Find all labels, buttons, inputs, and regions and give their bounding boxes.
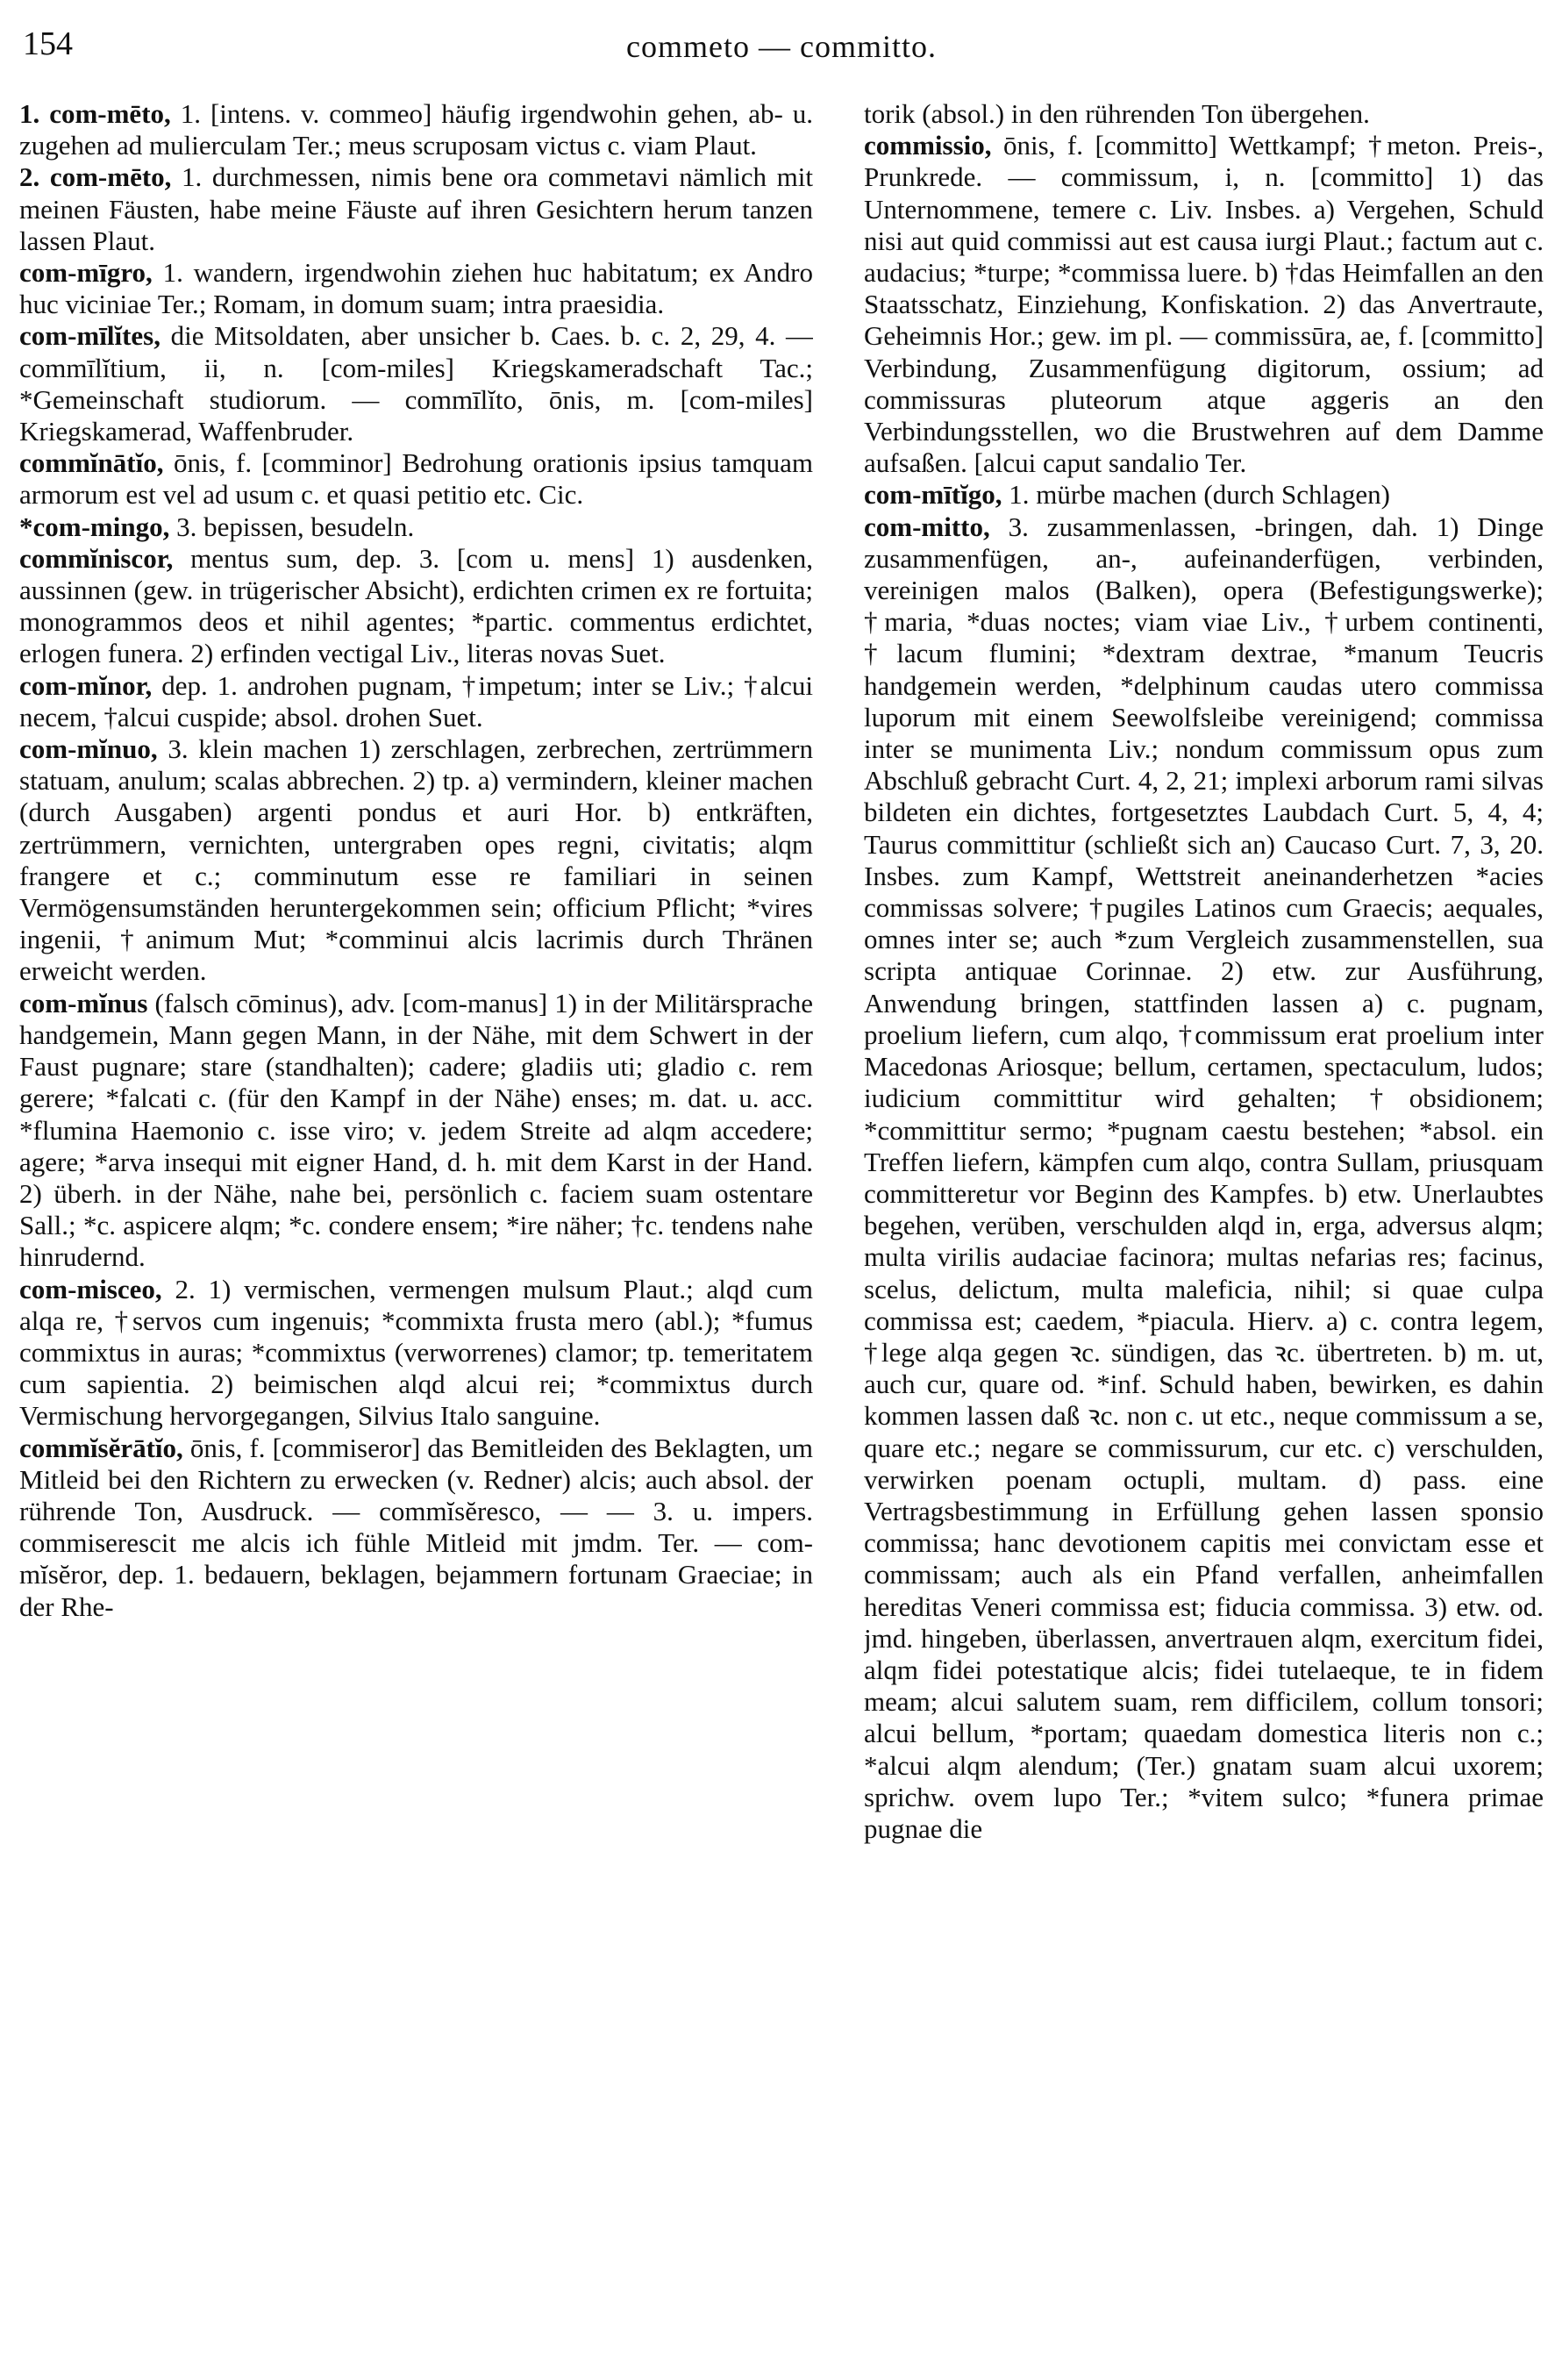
headword: com-mīlĭtes, bbox=[19, 320, 160, 352]
entry-definition: 1. [intens. v. commeo] häufig irgendwohin gehen, ab- u. zugehen ad mulierculam Ter.; meus scruposam victus c. viam Plaut. bbox=[19, 98, 813, 161]
headword: commissio, bbox=[864, 130, 992, 161]
entry-definition: 2. 1) vermischen, vermengen mulsum Plaut.; alqd cum alqa re, †servos cum ingenuis; *commixta frusta mero (abl.); *fumus commixtus in auras; *commixtus (verworrenes) clamor; tp. temeritatem cum sapientia. 2) beimischen alqd alcui rei; *commixtus durch Vermischung hervorgegangen, Silvius Italo sanguine. bbox=[19, 1273, 813, 1432]
headword: *com-mingo, bbox=[19, 511, 170, 542]
entry-definition: (falsch cōminus), adv. [com-manus] 1) in der Militärsprache handgemein, Mann gegen Mann, in der Nähe, mit dem Schwert in der Faust pugnare; stare (standhalten); cadere; gladiis uti; gladio c. rem gerere; *falcati c. (für den Kampf in der Nähe) enses; m. dat. u. acc. *flumina Haemonio c. isse viro; v. jedem Streite ad alqm accedere; agere; *arva insequi mit eigner Hand, d. h. mit dem Karst in der Hand. 2) überh. in der Nähe, nahe bei, persönlich c. faciem suam ostentare Sall.; *c. aspicere alqm; *c. condere ensem; *ire näher; †c. tendens nahe hinrudernd. bbox=[19, 987, 813, 1273]
entry-definition: 1. mürbe machen (durch Schlagen) bbox=[1002, 479, 1390, 511]
dictionary-entry bbox=[19, 733, 813, 988]
entry-definition: dep. 1. androhen pugnam, †impetum; inter se Liv.; †alcui necem, †alcui cuspide; absol. drohen Suet. bbox=[19, 669, 813, 733]
headword: com-misceo, bbox=[19, 1273, 162, 1304]
dictionary-entry bbox=[19, 543, 813, 670]
entry-definition: 1. wandern, irgendwohin ziehen huc habitatum; ex Andro huc viciniae Ter.; Romam, in domum suam; intra praesidia. bbox=[19, 257, 813, 320]
headword: commĭnātĭo, bbox=[19, 447, 164, 479]
dictionary-entry bbox=[19, 511, 813, 543]
dictionary-entry bbox=[19, 1433, 813, 1623]
running-title: commeto — committo. bbox=[626, 29, 937, 64]
headword: com-mĭnor, bbox=[19, 669, 153, 701]
entry-definition: die Mitsoldaten, aber unsicher b. Caes. b. c. 2, 29, 4. — commīlĭtium, ii, n. [com-miles] Kriegskameradschaft Tac.; *Gemeinschaft studiorum. — commīlĭto, ōnis, m. [com-miles] Kriegskamerad, Waffenbruder. bbox=[19, 320, 813, 447]
dictionary-entry bbox=[19, 670, 813, 733]
dictionary-entry bbox=[19, 988, 813, 1274]
headword: com-mītĭgo, bbox=[864, 479, 1002, 511]
entry-definition: ōnis, f. [commiseror] das Bemitleiden des Beklagten, um Mitleid bei den Richtern zu erwecken (v. Redner) alcis; auch absol. der rührende Ton, Ausdruck. — commĭsĕresco, — — 3. u. impers. commiserescit me alcis ich fühle Mitleid mit jmdm. Ter. — com-mĭsĕror, dep. 1. bedauern, beklagen, bejammern fortunam Graeciae; in der Rhe- bbox=[19, 1432, 813, 1622]
headword: commĭniscor, bbox=[19, 542, 174, 574]
right-column bbox=[864, 98, 1544, 2370]
page-header bbox=[23, 25, 1540, 77]
headword: com-mitto, bbox=[864, 511, 990, 542]
entry-definition: torik (absol.) in den rührenden Ton übergehen. bbox=[864, 98, 1370, 129]
entry-definition: ōnis, f. [comminor] Bedrohung orationis ipsius tamquam armorum est vel ad usum c. et quasi petitio etc. Cic. bbox=[19, 447, 813, 511]
headword: com-mĭnus bbox=[19, 987, 148, 1018]
dictionary-entry bbox=[19, 257, 813, 320]
entry-definition: ōnis, f. [committo] Wettkampf; †meton. Preis-, Prunkrede. — commissum, i, n. [committo] 1) das Unternommene, temere c. Liv. Insbes. a) Vergehen, Schuld nisi aut quid commissi aut est causa iurgi Plaut.; factum aut c. audacius; *turpe; *commissa luere. b) †das Heimfallen an den Staatsschatz, Einziehung, Konfiskation. 2) das Anvertraute, Geheimnis Hor.; gew. im pl. — commissūra, ae, f. [committo] Verbindung, Zusammenfügung digitorum, ossium; ad commissuras pluteorum atque aggeris an den Verbindungsstellen, wo die Brustwehren auf dem Damme aufsaßen. [alcui caput sandalio Ter. bbox=[864, 130, 1544, 479]
dictionary-entry bbox=[864, 130, 1544, 479]
dictionary-entry bbox=[864, 511, 1544, 1846]
page-number: 154 bbox=[23, 25, 73, 62]
dictionary-entry bbox=[19, 320, 813, 447]
entry-definition: 3. klein machen 1) zerschlagen, zerbrechen, zertrümmern statuam, anulum; scalas abbrechen. 2) tp. a) vermindern, kleiner machen (durch Ausgaben) argenti pondus et auri Hor. b) entkräften, zertrümmern, vernichten, untergraben opes regni, civitatis; alqm frangere et c.; comminutum esse re familiari in seinen Vermögensumständen heruntergekommen sein; officium Pflicht; *vires ingenii, †animum Mut; *comminui alcis lacrimis durch Thränen erweicht werden. bbox=[19, 733, 813, 987]
headword: com-mĭnuo, bbox=[19, 733, 158, 765]
dictionary-entry bbox=[19, 447, 813, 511]
entry-definition: 3. zusammenlassen, -bringen, dah. 1) Dinge zusammenfügen, an-, aufeinanderfügen, verbinden, vereinigen malos (Balken), opera (Befestigungswerke); †maria, *duas noctes; viam viae Liv., †urbem continenti, †lacum flumini; *dextram dextrae, *manum Teucris handgemein werden, *delphinum caudas utero commissa luporum mit einem Seewolfsleibe vereinigend; commissa inter se munimenta Liv.; nondum commissum opus zum Abschluß gebracht Curt. 4, 2, 21; implexi arborum rami silvas bildeten ein dichtes, fortgesetztes Laubdach Curt. 5, 4, 4; Taurus committitur (schließt sich an) Caucaso Curt. 7, 3, 20. Insbes. zum Kampf, Wettstreit aneinanderhetzen *acies commissas solvere; †pugiles Latinos cum Graecis; aequales, omnes inter se; auch *zum Vergleich zusammenstellen, sua scripta antiquae Corinnae. 2) etw. zur Ausführung, Anwendung bringen, stattfinden lassen a) c. pugnam, proelium liefern, cum alqo, †commissum erat proelium inter Macedonas Ariosque; bellum, certamen, spectaculum, ludos; iudicium committitur wird gehalten; †obsidionem; *committitur sermo; *pugnam caestu bestehen; *absol. ein Treffen liefern, kämpfen cum alqo, contra Sullam, priusquam committeretur vor Beginn des Kampfes. b) etw. Unerlaubtes begehen, verüben, verschulden alqd in, erga, adversus alqm; multa virilis audaciae facinora; multas nefarias res; facinus, scelus, delictum, multa maleficia, nihil; si quae culpa commissa est; caedem, *piacula. Hierv. a) c. contra legem, †lege alqa gegen ꝛc. sündigen, das ꝛc. übertreten. b) m. ut, auch cur, quare od. *inf. Schuld haben, bewirken, es dahin kommen lassen daß ꝛc. non c. ut etc., neque commissum a se, quare etc.; negare se commissurum, cur etc. c) verschulden, verwirken poenam octupli, multam. d) pass. eine Vertragsbestimmung in Erfüllung gehen lassen sponsio commissa; hanc devotionem capitis mei convictam esse et commissam; auch als ein Pfand verfallen, anheimfallen hereditas Veneri commissa est; fiducia commissa. 3) etw. od. jmd. hingeben, überlassen, anvertrauen alqm, exercitum fidei, alqm fidei potestatique alcis; fidei tutelaeque, te in fidem meam; alcui salutem suam, rem difficilem, collum tonsori; alcui bellum, *portam; quaedam domestica literis non c.; *alcui alqm alendum; (Ter.) gnatam suam alcui uxorem; sprichw. ovem lupo Ter.; *vitem sulco; *funera primae pugnae die bbox=[864, 511, 1544, 1844]
dictionary-entry bbox=[19, 161, 813, 257]
dictionary-entry bbox=[864, 479, 1544, 511]
headword: com-mīgro, bbox=[19, 257, 153, 289]
headword: commĭsĕrātĭo, bbox=[19, 1432, 183, 1463]
left-column bbox=[19, 98, 813, 2370]
headword: 1. com-mēto, bbox=[19, 98, 171, 129]
entry-definition: mentus sum, dep. 3. [com u. mens] 1) ausdenken, aussinnen (gew. in trügerischer Absicht), erdichten crimen ex re fortuita; monogrammos deos et nihil agentes; *partic. commentus erdichtet, erlogen funera. 2) erfinden vectigal Liv., literas novas Suet. bbox=[19, 542, 813, 669]
dictionary-entry bbox=[864, 98, 1544, 130]
dictionary-entry bbox=[19, 1274, 813, 1433]
entry-definition: 3. bepissen, besudeln. bbox=[169, 511, 415, 542]
headword: 2. com-mēto, bbox=[19, 161, 172, 193]
dictionary-entry bbox=[19, 98, 813, 161]
entry-definition: 1. durchmessen, nimis bene ora commetavi nämlich mit meinen Fäusten, habe meine Fäuste auf ihren Gesichtern herum tanzen lassen Plaut. bbox=[19, 161, 813, 256]
